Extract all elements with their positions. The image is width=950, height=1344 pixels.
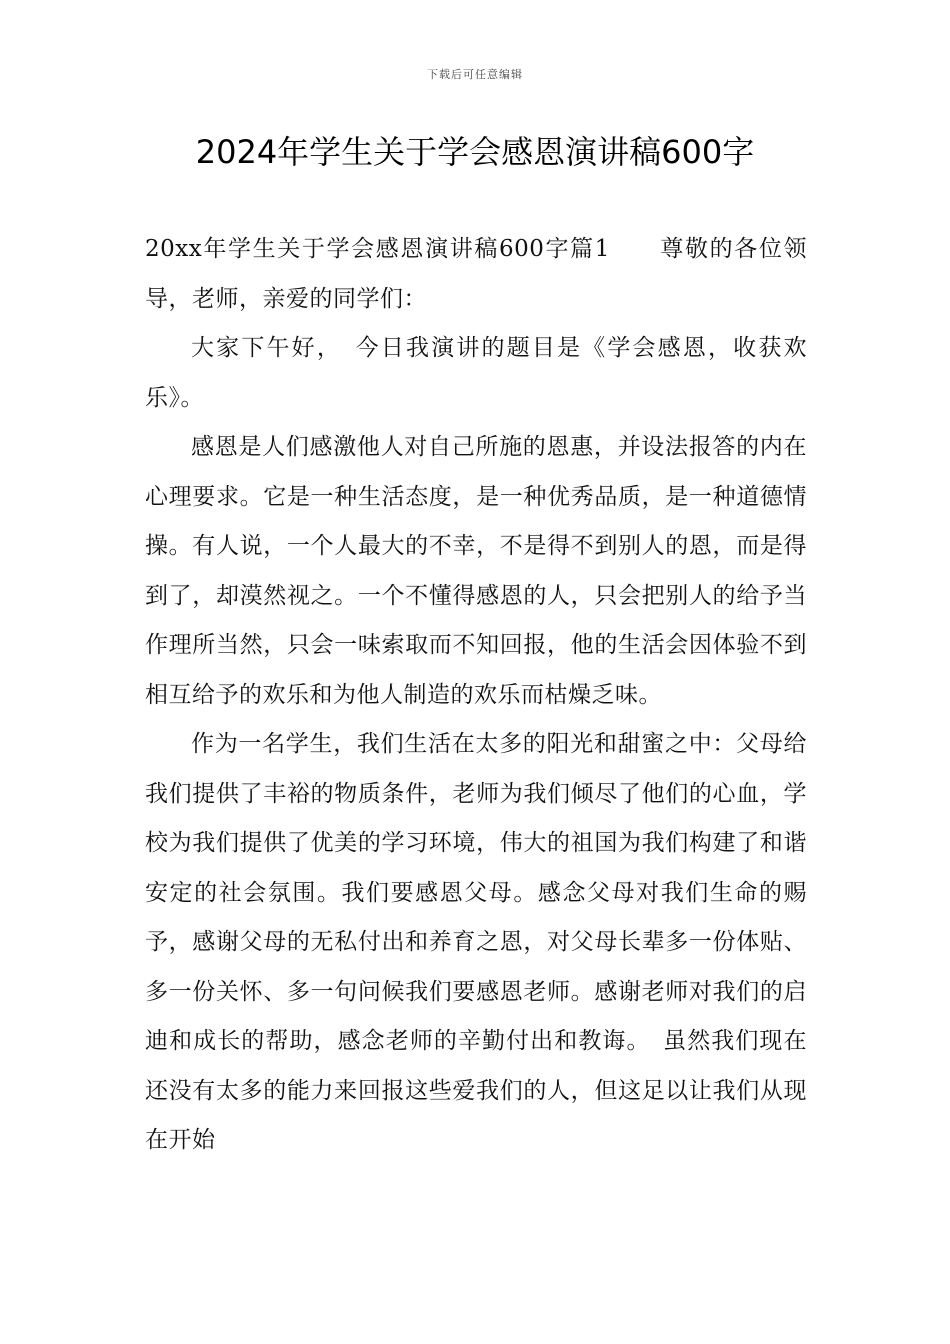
header-note: 下载后可任意编辑 [427, 68, 523, 81]
document-body [145, 225, 807, 1166]
paragraph-student-gratitude: 作为一名学生，我们生活在太多的阳光和甜蜜之中：父母给我们提供了丰裕的物质条件，老师为我们倾尽了他们的心血，学校为我们提供了优美的学习环境，伟大的祖国为我们构建了和谐安定的社会氛围。我们要感恩父母。感念父母对我们生命的赐予，感谢父母的无私付出和养育之恩，对父母长辈多一份体贴、多一份关怀、多一句问候我们要感恩老师。感谢老师对我们的启迪和成长的帮助，感念老师的辛勤付出和教诲。 虽然我们现在还没有太多的能力来回报这些爱我们的人，但这足以让我们从现在开始 [145, 731, 807, 1153]
document-title: 2024年学生关于学会感恩演讲稿600字 [195, 133, 755, 171]
paragraph-gratitude-definition: 感恩是人们感激他人对自己所施的恩惠，并设法报答的内在心理要求。它是一种生活态度，是一种优秀品质，是一种道德情操。有人说，一个人最大的不幸，不是得不到别人的恩，而是得到了，却漠然视之。一个不懂得感恩的人，只会把别人的给予当作理所当然，只会一味索取而不知回报，他的生活会因体验不到相互给予的欢乐和为他人制造的欢乐而枯燥乏味。 [145, 434, 807, 708]
paragraph-intro: 20xx年学生关于学会感恩演讲稿600字篇1 尊敬的各位领导，老师，亲爱的同学们： [145, 236, 807, 312]
paragraph-greeting: 大家下午好， 今日我演讲的题目是《学会感恩，收获欢乐》。 [145, 335, 807, 411]
